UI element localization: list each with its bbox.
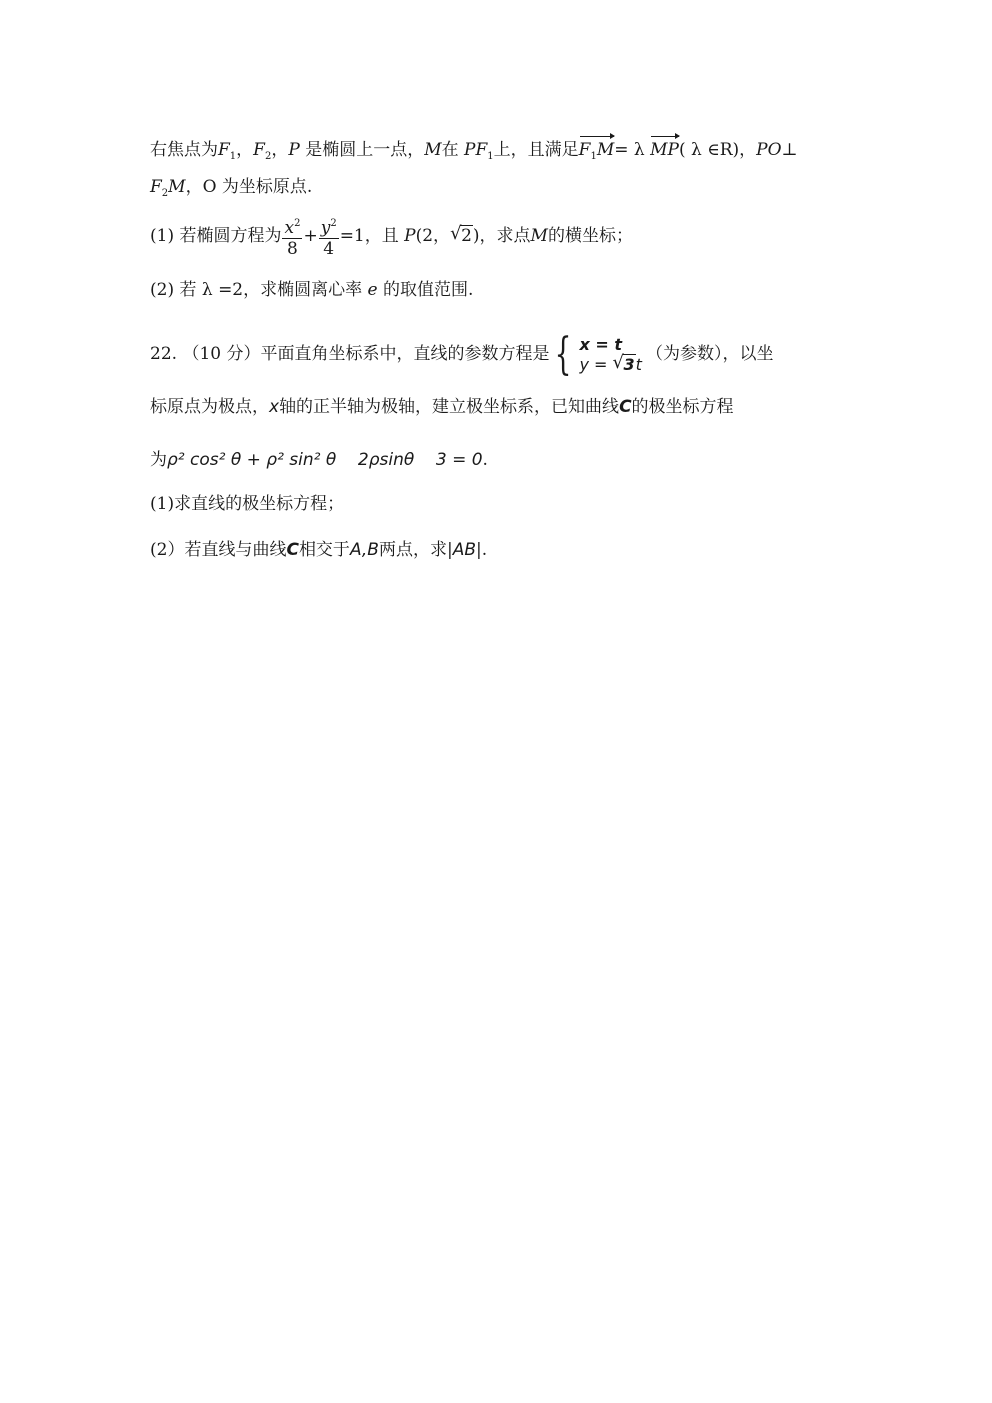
problem-22-header [150, 328, 774, 380]
parametric-system: { x = t y = √ 3t [555, 328, 642, 380]
param-row-y: y = √ 3t [579, 351, 642, 374]
text: )，求点 [472, 226, 531, 246]
text: 的横坐标； [547, 226, 633, 246]
text: 轴的正半轴为极轴，建立极坐标系，已知曲线 [279, 397, 620, 417]
sqrt-2: √ 2 [450, 223, 472, 246]
text: 在 [441, 140, 459, 160]
question-2 [150, 278, 473, 302]
problem-label: 22. （10 分）平面直角坐标系中，直线的参数方程是 [150, 344, 550, 364]
var-m: M [168, 177, 186, 197]
text: 相交于 [298, 540, 350, 560]
text: (2) 若 λ =2，求椭圆离心率 [150, 280, 363, 300]
text: (2， [415, 226, 451, 246]
var-pf: PF [464, 140, 488, 160]
param-row-x: x = t [579, 334, 622, 354]
question-1 [150, 214, 633, 259]
text: = λ [614, 140, 645, 160]
var-c: C [619, 397, 632, 417]
text: ， [236, 140, 254, 160]
subscript: 1 [229, 151, 237, 162]
var-po: PO [756, 140, 782, 160]
fraction-y2-4: $\frac{y^2}{4}$ [319, 214, 339, 259]
text: 标原点为极点， [150, 397, 269, 417]
var-f2: F [150, 177, 162, 197]
text: (2）若直线与曲线 [150, 540, 287, 560]
text: =1，且 [339, 226, 399, 246]
text: 的极坐标方程 [631, 397, 734, 417]
var-x: x [269, 397, 280, 417]
perp-symbol: ⊥ [781, 140, 798, 160]
text: ， [271, 140, 289, 160]
subscript: 2 [264, 151, 272, 162]
text: ( λ ∈R)， [678, 140, 757, 160]
polar-equation: ρ² cos² θ + ρ² sin² θ 2ρsinθ 3 = 0 [167, 450, 483, 470]
text: 两点，求| [378, 540, 453, 560]
var-p: P [404, 226, 416, 246]
var-f2: F [253, 140, 265, 160]
var-c: C [286, 540, 299, 560]
text: （为参数），以坐 [645, 344, 774, 364]
paragraph-origin [150, 175, 312, 206]
text: |. [475, 540, 488, 560]
sub-question-2 [150, 538, 487, 562]
text: . [482, 450, 488, 470]
text: 为 [150, 450, 167, 470]
subscript: 2 [161, 188, 169, 199]
var-e: e [367, 280, 378, 300]
sub-question-1 [150, 492, 344, 516]
text: 上，且满足 [493, 140, 579, 160]
text: ，O 为坐标原点. [185, 177, 313, 197]
var-ab: A,B [349, 540, 379, 560]
problem-22-polar-equation [150, 448, 488, 472]
text: (1)求直线的极坐标方程； [150, 494, 345, 514]
question-label: (1) 若椭圆方程为 [150, 226, 282, 246]
var-ab: AB [452, 540, 476, 560]
var-m: M [424, 140, 442, 160]
plus-sign: + [303, 226, 318, 246]
vector-mp: MP [650, 140, 679, 160]
problem-22-polar-setup [150, 395, 734, 419]
text: 是椭圆上一点， [305, 140, 425, 160]
var-f1: F [218, 140, 230, 160]
text: 的取值范围. [383, 280, 474, 300]
text: 右焦点为 [150, 140, 218, 160]
paragraph-ellipse-conditions [150, 138, 798, 169]
var-m: M [530, 226, 548, 246]
var-p: P [288, 140, 300, 160]
subscript: 1 [487, 151, 494, 162]
vector-f1m: $F_1M$ [579, 138, 615, 169]
fraction-x2-8: $\frac{x^2}{8}$ [282, 214, 302, 259]
